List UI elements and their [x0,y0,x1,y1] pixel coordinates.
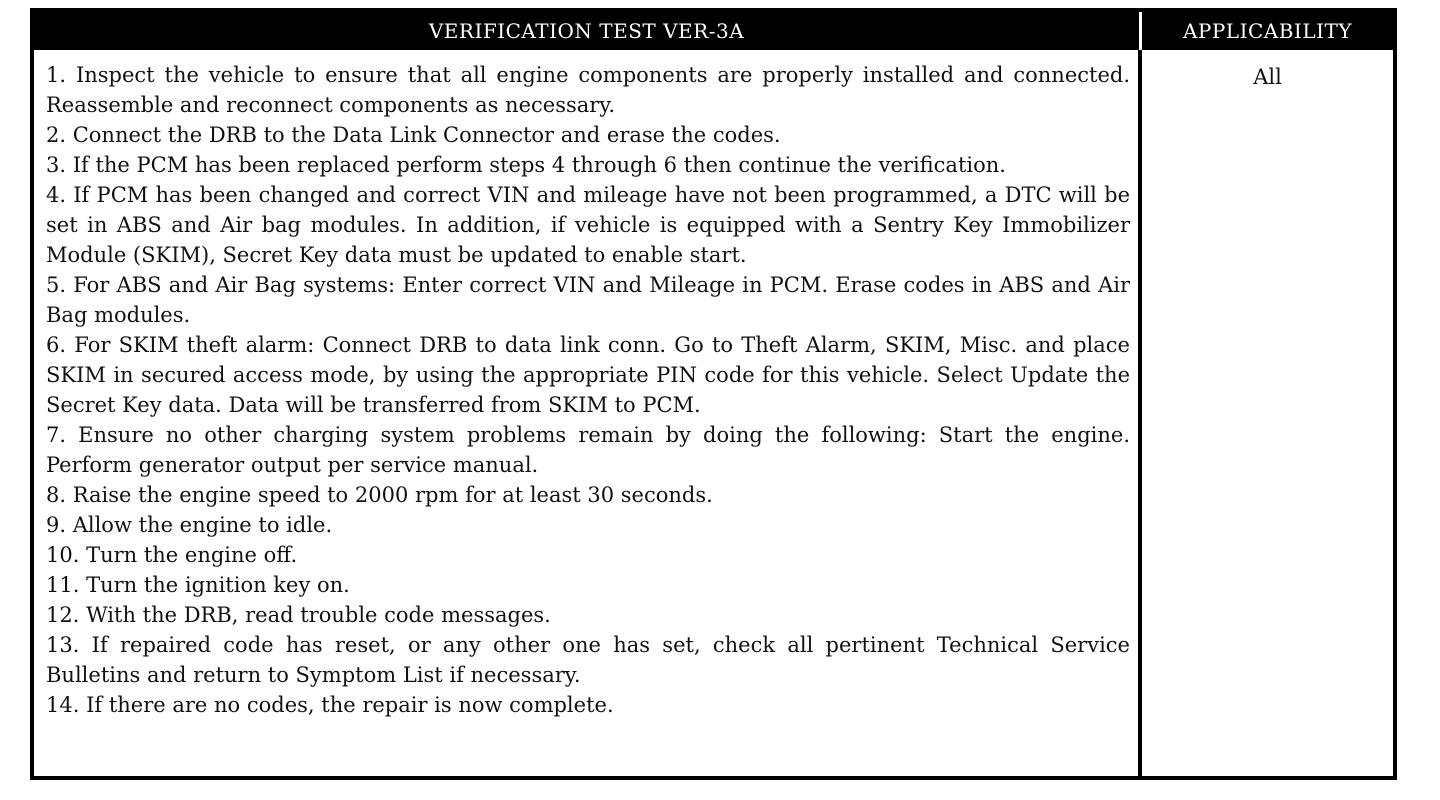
procedure-step-4: 4. If PCM has been changed and correct VIN and mileage have not been programmed, a DTC will be set in ABS and Air bag modules. In addition, if vehicle is equipped with a Sentry Key Immobilizer Module (SKIM), Secret Key data must be updated to enable start. [46,183,1130,267]
applicability-header: APPLICABILITY [1142,12,1393,50]
applicability-value: All [1253,65,1282,89]
verification-test-table [30,8,1397,780]
procedure-step-10: 10. Turn the engine off. [46,543,298,567]
procedure-step-12: 12. With the DRB, read trouble code messages. [46,603,551,627]
procedure-step-3: 3. If the PCM has been replaced perform steps 4 through 6 then continue the verification. [46,153,1006,177]
procedure-step-6: 6. For SKIM theft alarm: Connect DRB to data link conn. Go to Theft Alarm, SKIM, Misc. and place SKIM in secured access mode, by using the appropriate PIN code for this vehicle. Select Update the Secret Key data. Data will be transferred from SKIM to PCM. [46,333,1130,417]
procedure-step-14: 14. If there are no codes, the repair is now complete. [46,693,614,717]
procedure-steps-list [46,60,1130,720]
procedure-step-13: 13. If repaired code has reset, or any other one has set, check all pertinent Technical Service Bulletins and return to Symptom List if necessary. [46,633,1130,687]
procedure-cell [34,50,1142,776]
procedure-step-9: 9. Allow the engine to idle. [46,513,333,537]
applicability-cell [1142,50,1393,776]
procedure-step-11: 11. Turn the ignition key on. [46,573,350,597]
procedure-step-5: 5. For ABS and Air Bag systems: Enter correct VIN and Mileage in PCM. Erase codes in ABS and Air Bag modules. [46,273,1130,327]
test-title-header: VERIFICATION TEST VER-3A [34,12,1142,50]
procedure-step-7: 7. Ensure no other charging system problems remain by doing the following: Start the engine. Perform generator output per service manual. [46,423,1130,477]
procedure-step-8: 8. Raise the engine speed to 2000 rpm for at least 30 seconds. [46,483,713,507]
procedure-step-1: 1. Inspect the vehicle to ensure that all engine components are properly installed and connected. Reassemble and reconnect components as necessary. [46,63,1130,117]
procedure-step-2: 2. Connect the DRB to the Data Link Connector and erase the codes. [46,123,781,147]
